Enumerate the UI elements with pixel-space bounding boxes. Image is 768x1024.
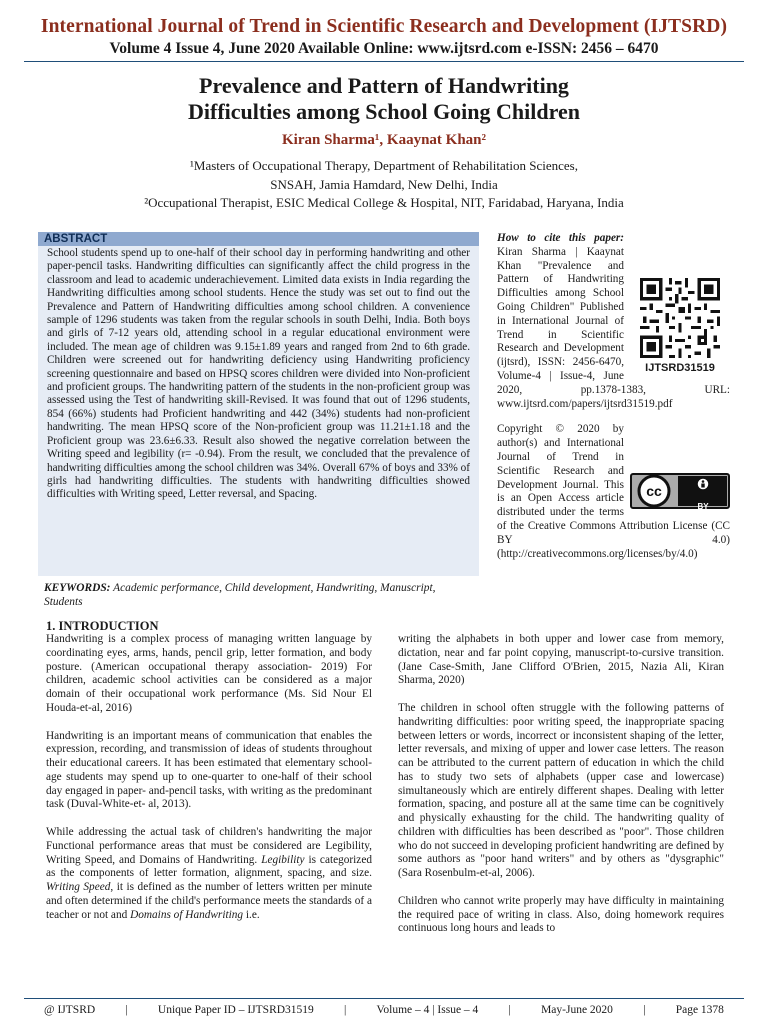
p3-part-b: is categorized as the components of letter formation, alignment, spacing, and size. <box>46 853 372 880</box>
paper-title-line-1: Prevalence and Pattern of Handwriting <box>199 73 569 98</box>
paper-title-line-2: Difficulties among School Going Children <box>188 99 580 124</box>
journal-issue-line: Volume 4 Issue 4, June 2020 Available Online: www.ijtsrd.com e-ISSN: 2456 – 6470 <box>109 40 659 57</box>
p3-part-a: While addressing the actual task of children's handwriting the major Functional performance areas that must be considered are Legibility, Writing Speed, and Domains of Handwriting. <box>46 826 372 866</box>
keywords <box>44 582 474 609</box>
journal-title: International Journal of Trend in Scientific Research and Development (IJTSRD) <box>40 16 728 37</box>
abstract-text: School students spend up to one-half of their school day in performing handwriting and other paper-pencil tasks. Handwriting difficulties can significantly affect the child progress in the classroom and lead to academic underachievement. Limited data exists in India regarding the Handwriting difficulties among school students. Hence the study was set out to find out the Prevalence and Pattern of Handwriting difficulties among school children. A convenience sample of 1296 students was taken from the regular schools in south Delhi, India. Both boys and girls of 7-12 years old, attending school in a regular educational environment were included. The mean age of children was 9.15±1.89 years and ranged from 2nd to 6th grade. Children were screened out for handwriting deficiency using Handwriting proficiency screening questionnaire and based on HPSQ scores children were divided into Non-proficient and proficient groups. The handwriting pattern of the students in the non-proficient group was assessed using the Test of handwriting skill-Revised. It was found that out of 1296 students, 854 (66%) students had Proficient handwriting and 442 (34%) students had non-proficient handwriting. The mean HPSQ score of the Non-proficient group was 11.21±1.18 and the Proficient group was 23.6±6.33. Result also showed the negative correlation between the Writing speed and legibility (r= -0.94). From the result, we concluded that the prevalence of handwriting difficulties among the school children was 34%. Overall 67% of boys and 33% of girls had handwriting difficulties. The students with handwriting difficulties showed difficulties with Writing speed, Letter reversal, and Spacing. <box>47 247 470 501</box>
term-domains: Domains of Handwriting <box>130 908 244 921</box>
term-legibility: Legibility <box>261 853 305 866</box>
body-column-right <box>398 633 724 950</box>
citation-panel <box>497 232 730 561</box>
cc-license-badge <box>630 473 730 512</box>
term-writing-speed: Writing Speed <box>46 881 111 893</box>
citation-label: How to cite this paper: <box>497 232 624 244</box>
citation-spacer <box>497 411 730 423</box>
intro-paragraph-right-1: writing the alphabets in both upper and lower case from memory, dictation, near and far point copying, manuscript-to-cursive transition. (Jane Case-Smith, Jane Clifford O'Brien, 2015, Nazia Ali, Kiran Sharma, 2020) <box>398 633 724 687</box>
intro-paragraph-3 <box>46 826 372 922</box>
cc-by-label: BY <box>697 502 709 512</box>
intro-paragraph-right-2: The children in school often struggle with the following patterns of handwriting difficulties: poor writing speed, the inappropriate spacing between letters or words, incorrect or inconsistent shaping of the letter, letter reversals, and mixing of upper and lower case letters. The reason can be attributed to the current pattern of education in which the child has to study two sets of alphabets (upper case and lowercase) simultaneously which are entirely different shapes. Dealing with letter formation, spacing, and posture all at the same time can be cognitively and physically exhausting for the child. The handwriting quality of children with difficulties has been described as "poor". Those children who do not succeed in developing proficient handwriting are defined by some authors as "poor hand writers" and by others as "dysgraphic" (Sara Rosenbulm-et-al, 2006). <box>398 702 724 879</box>
footer-volume: Volume – 4 | Issue – 4 <box>376 1004 479 1016</box>
body-column-left <box>46 633 372 936</box>
affiliation-2: ²Occupational Therapist, ESIC Medical College & Hospital, NIT, Faridabad, Haryana, India <box>144 195 624 210</box>
abstract-box <box>38 232 479 576</box>
footer-org: @ IJTSRD <box>44 1004 96 1016</box>
p3-part-d: i.e. <box>243 908 260 921</box>
qr-block <box>630 276 730 376</box>
page-footer <box>44 1004 724 1020</box>
intro-paragraph-2: Handwriting is an important means of communication that enables the expression, recording, and transmission of ideas of students throughout their educational careers. It has been estimated that elementary school- age students may spend up to one-quarter to one-half of their school day engaged in paper- and-pencil tasks, with writing as the predominant task (Duval-White-et- al, 2013). <box>46 729 372 811</box>
citation-body: Kiran Sharma | Kaaynat Khan "Prevalence and Pattern of Handwriting Difficulties among School Going Children" Published in International Journal of Trend in Scientific Research and Development (ijtsrd), ISSN: 2456-6470, Volume-4 | Issue-4, June 2020, pp.1378-1383, URL: www.ijtsrd.com/papers/ijtsrd31519.pdf <box>497 245 730 410</box>
header-rule <box>24 61 744 62</box>
footer-separator: | <box>344 1004 347 1016</box>
keywords-label: KEYWORDS: <box>44 582 111 594</box>
qr-code-icon <box>630 276 730 360</box>
keywords-list: Academic performance, Child development, Handwriting, Manuscript, Students <box>44 582 436 608</box>
footer-page-number: Page 1378 <box>675 1004 724 1016</box>
footer-rule <box>24 998 744 999</box>
qr-paper-id: IJTSRD31519 <box>645 362 715 374</box>
footer-date: May-June 2020 <box>541 1004 613 1016</box>
affiliation-1-line-2: SNSAH, Jamia Hamdard, New Delhi, India <box>270 177 498 192</box>
abstract-heading: ABSTRACT <box>38 232 479 246</box>
paper-title <box>0 73 768 125</box>
copyright-text: Copyright © 2020 by author(s) and International Journal of Trend in Scientific Research and Development Journal. This is an Open Access article distributed under the terms of the Creative Commons Attribution License (CC BY 4.0) (http://creativecommons.org/licenses/by/4.0) <box>497 423 730 560</box>
footer-separator: | <box>125 1004 128 1016</box>
svg-text:cc: cc <box>646 483 662 500</box>
affiliation-1-line-1: ¹Masters of Occupational Therapy, Department of Rehabilitation Sciences, <box>190 158 578 173</box>
paper-authors: Kiran Sharma¹, Kaaynat Khan² <box>281 132 487 148</box>
footer-paper-id: Unique Paper ID – IJTSRD31519 <box>157 1004 314 1016</box>
intro-paragraph-1: Handwriting is a complex process of managing written language by coordinating eyes, arms, hands, pencil grip, letter formation, and body posture. (American occupational therapy association- 2019) For children, academic school activities can be considered as a major domain of their occupational work performance (Ms. Sid Nour El Houda-et-al, 2016) <box>46 633 372 714</box>
footer-separator: | <box>643 1004 646 1016</box>
footer-separator: | <box>508 1004 511 1016</box>
intro-paragraph-right-3: Children who cannot write properly may have difficulty in maintaining the required pace of writing in class. Also, doing homework requires continuous long hours and leads to <box>398 894 724 935</box>
section-heading-introduction: 1. INTRODUCTION <box>46 619 159 633</box>
p3-part-c: , it is defined as the number of letters written per minute and often determined if the child's performance meets the standards of a teacher or not and <box>46 881 373 921</box>
